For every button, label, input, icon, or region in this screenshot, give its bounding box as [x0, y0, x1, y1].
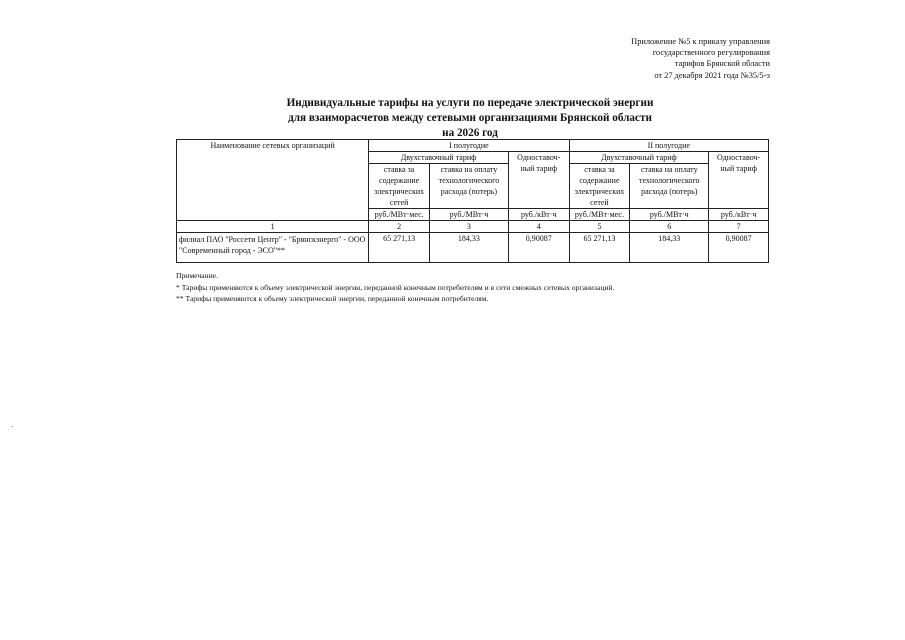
header-rate-maintenance: ставка за содержание электрических сетей [369, 164, 430, 209]
header-rate-losses: ставка на оплату технологического расхода (потерь) [429, 164, 508, 209]
title-line: для взаиморасчетов между сетевыми организациями Брянской области [288, 112, 652, 124]
notes-heading: Примечание. [176, 271, 218, 280]
note-item: * Тарифы применяются к объему электрической энергии, переданной конечным потребителям и в сети смежных сетевых организаций. [176, 282, 615, 292]
column-number: 6 [630, 221, 709, 233]
header-row [177, 140, 769, 152]
annex-line: от 27 декабря 2021 года №35/5-э [654, 70, 770, 80]
header-first-half: I полугодие [369, 140, 569, 152]
column-number: 5 [569, 221, 630, 233]
column-number: 7 [709, 221, 769, 233]
header-one-part-tariff: Одноставоч-ный тариф [508, 152, 569, 209]
title-year: на 2026 год [442, 127, 498, 139]
value-one-part-h2: 0,90087 [709, 233, 769, 263]
annex-line: государственного регулирования [652, 48, 770, 58]
note-item: ** Тарифы применяются к объему электрической энергии, переданной конечным потребителям. [176, 294, 489, 303]
value-losses-h2: 184,33 [630, 233, 709, 263]
unit-cell: руб./кВт·ч [709, 209, 769, 221]
header-two-part-tariff: Двухставочный тариф [369, 152, 509, 164]
header-one-part-tariff: Одноставоч-ный тариф [709, 152, 769, 209]
header-rate-maintenance: ставка за содержание электрических сетей [569, 164, 630, 209]
column-number: 2 [369, 221, 430, 233]
column-number: 3 [429, 221, 508, 233]
header-organization-name: Наименование сетевых организаций [177, 140, 369, 221]
document-title [160, 96, 780, 141]
header-rate-losses: ставка на оплату технологического расхода (потерь) [630, 164, 709, 209]
annex-reference [530, 36, 770, 81]
header-two-part-tariff: Двухставочный тариф [569, 152, 709, 164]
table-row [177, 233, 769, 263]
unit-cell: руб./МВт·мес. [369, 209, 430, 221]
value-maintenance-h2: 65 271,13 [569, 233, 630, 263]
unit-cell: руб./МВт·ч [630, 209, 709, 221]
unit-cell: руб./кВт·ч [508, 209, 569, 221]
notes [176, 270, 776, 305]
value-losses-h1: 184,33 [429, 233, 508, 263]
annex-line: тарифов Брянской области [674, 59, 770, 69]
column-number: 1 [177, 221, 369, 233]
tariff-table [176, 139, 769, 263]
annex-line: Приложение №5 к приказу управления [631, 37, 770, 46]
title-line: Индивидуальные тарифы на услуги по передаче электрической энергии [286, 97, 654, 109]
value-maintenance-h1: 65 271,13 [369, 233, 430, 263]
unit-cell: руб./МВт·ч [429, 209, 508, 221]
column-number: 4 [508, 221, 569, 233]
unit-cell: руб./МВт·мес. [569, 209, 630, 221]
header-second-half: II полугодие [569, 140, 768, 152]
organization-name: филиал ПАО "Россети Центр" - "Брянскэнерго" - ООО "Современный город - ЭСО"** [177, 233, 369, 263]
column-number-row [177, 221, 769, 233]
scan-speck [12, 426, 13, 427]
value-one-part-h1: 0,90087 [508, 233, 569, 263]
